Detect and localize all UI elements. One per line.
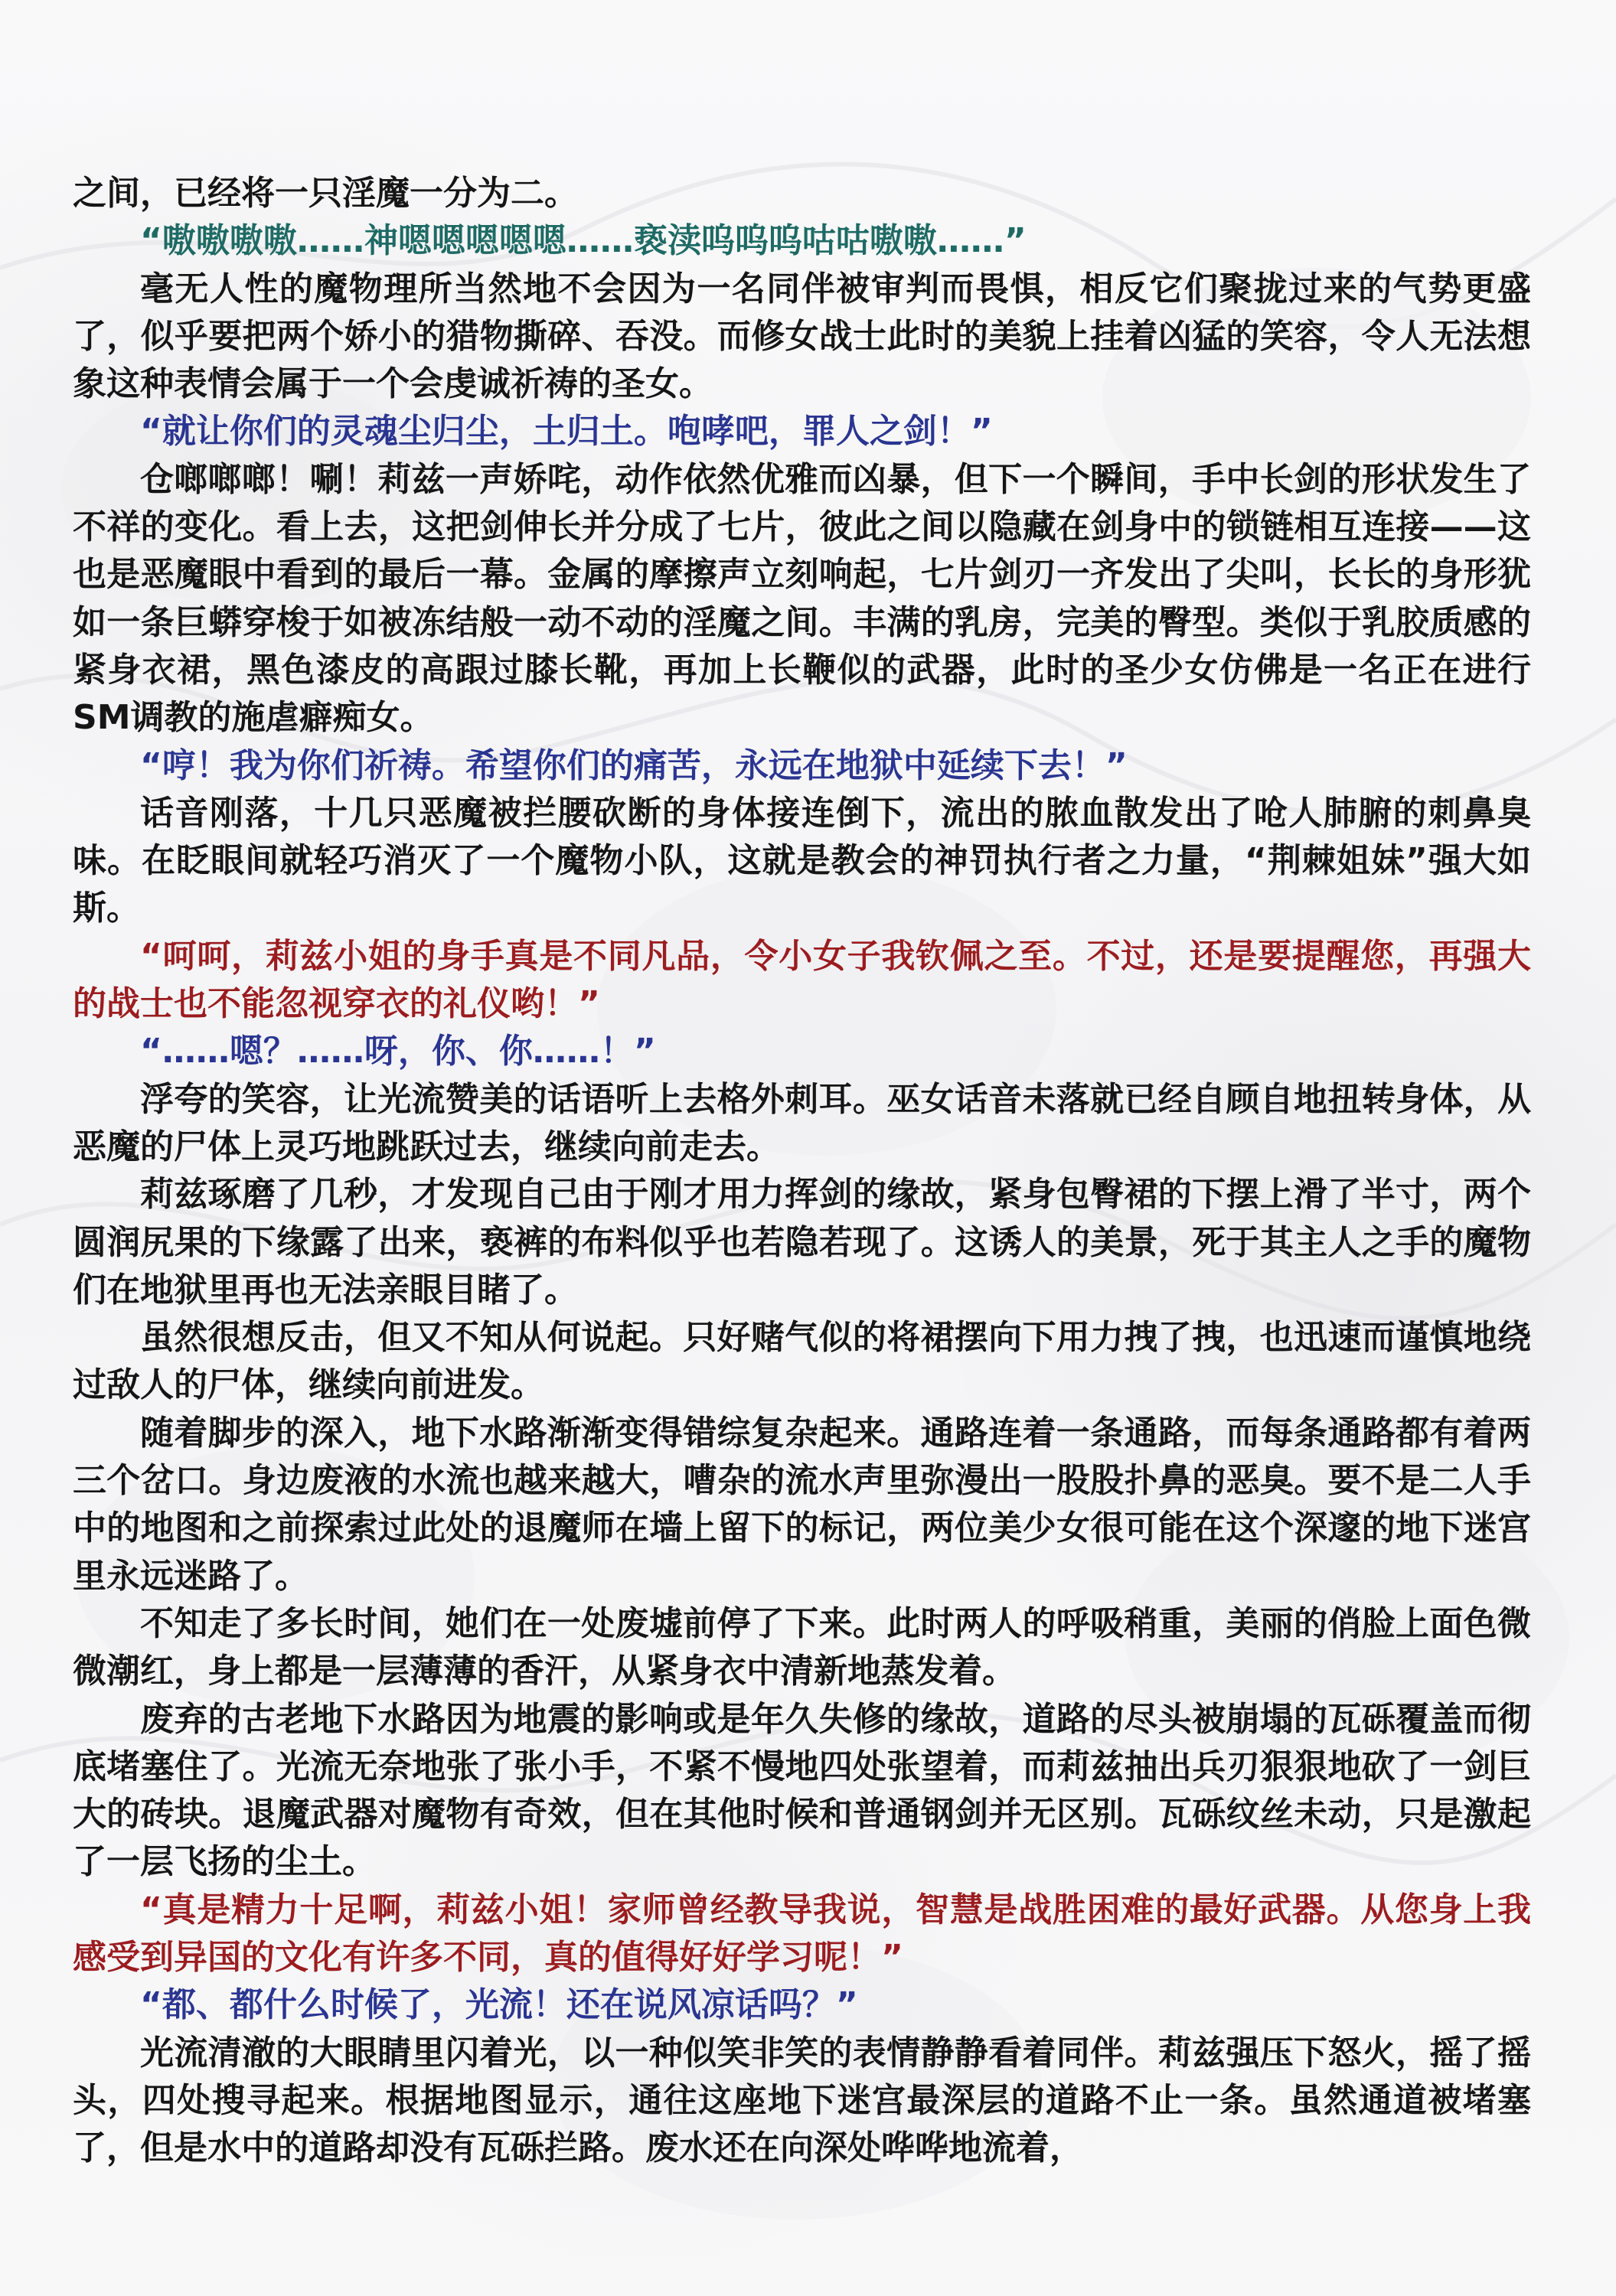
- narrative-paragraph: 随着脚步的深入，地下水路渐渐变得错综复杂起来。通路连着一条通路，而每条通路都有着两三个岔口。身边废液的水流也越来越大，嘈杂的流水声里弥漫出一股股扑鼻的恶臭。要不是二人手中的地图和之前探索过此处的退魔师在墙上留下的标记，两位美少女很可能在这个深邃的地下迷宫里永远迷路了。: [73, 1413, 1531, 1596]
- dialogue-line: “真是精力十足啊，莉兹小姐！家师曾经教导我说，智慧是战胜困难的最好武器。从您身上我感受到异国的文化有许多不同，真的值得好好学习呢！”: [73, 1890, 1531, 1977]
- dialogue-line: “都、都什么时候了，光流！还在说风凉话吗？”: [140, 1985, 858, 2025]
- narrative-paragraph: 话音刚落，十几只恶魔被拦腰砍断的身体接连倒下，流出的脓血散发出了呛人肺腑的刺鼻臭味。在眨眼间就轻巧消灭了一个魔物小队，这就是教会的神罚执行者之力量，“荆棘姐妹”强大如斯。: [73, 793, 1531, 928]
- narrative-paragraph: 虽然很想反击，但又不知从何说起。只好赌气似的将裙摆向下用力拽了拽，也迅速而谨慎地绕过敌人的尸体，继续向前进发。: [73, 1318, 1531, 1405]
- narrative-paragraph: 毫无人性的魔物理所当然地不会因为一名同伴被审判而畏惧，相反它们聚拢过来的气势更盛了，似乎要把两个娇小的猎物撕碎、吞没。而修女战士此时的美貌上挂着凶猛的笑容，令人无法想象这种表情会属于一个会虔诚祈祷的圣女。: [73, 269, 1531, 404]
- dialogue-line: “嗷嗷嗷嗷……神嗯嗯嗯嗯嗯……亵渎呜呜呜咕咕嗷嗷……”: [140, 221, 1027, 261]
- narrative-paragraph: 浮夸的笑容，让光流赞美的话语听上去格外刺耳。巫女话音未落就已经自顾自地扭转身体，从恶魔的尸体上灵巧地跳跃过去，继续向前走去。: [73, 1079, 1531, 1166]
- narrative-paragraph: 光流清澈的大眼睛里闪着光，以一种似笑非笑的表情静静看着同伴。莉兹强压下怒火，摇了摇头，四处搜寻起来。根据地图显示，通往这座地下迷宫最深层的道路不止一条。虽然通道被堵塞了，但是水中的道路却没有瓦砾拦路。废水还在向深处哗哗地流着，: [73, 2033, 1531, 2168]
- dialogue-line: “呵呵，莉兹小姐的身手真是不同凡品，令小女子我钦佩之至。不过，还是要提醒您，再强大的战士也不能忽视穿衣的礼仪哟！”: [73, 936, 1531, 1024]
- dialogue-line: “就让你们的灵魂尘归尘，土归土。咆哮吧，罪人之剑！”: [140, 412, 993, 452]
- narrative-paragraph: 废弃的古老地下水路因为地震的影响或是年久失修的缘故，道路的尽头被崩塌的瓦砾覆盖而彻底堵塞住了。光流无奈地张了张小手，不紧不慢地四处张望着，而莉兹抽出兵刃狠狠地砍了一剑巨大的砖块。退魔武器对魔物有奇效，但在其他时候和普通钢剑并无区别。瓦砾纹丝未动，只是激起了一层飞扬的尘土。: [73, 1699, 1531, 1882]
- narrative-paragraph: 不知走了多长时间，她们在一处废墟前停了下来。此时两人的呼吸稍重，美丽的俏脸上面色微微潮红，身上都是一层薄薄的香汗，从紧身衣中清新地蒸发着。: [73, 1603, 1531, 1691]
- dialogue-line: “……嗯？……呀，你、你……！”: [140, 1032, 656, 1071]
- narrative-paragraph: 莉兹琢磨了几秒，才发现自己由于刚才用力挥剑的缘故，紧身包臀裙的下摆上滑了半寸，两个圆润尻果的下缘露了出来，亵裤的布料似乎也若隐若现了。这诱人的美景，死于其主人之手的魔物们在地狱里再也无法亲眼目睹了。: [73, 1175, 1531, 1309]
- article-body: [73, 170, 1531, 2172]
- narrative-paragraph: 仓啷啷啷！唰！莉兹一声娇咤，动作依然优雅而凶暴，但下一个瞬间，手中长剑的形状发生了不祥的变化。看上去，这把剑伸长并分成了七片，彼此之间以隐藏在剑身中的锁链相互连接——这也是恶魔眼中看到的最后一幕。金属的摩擦声立刻响起，七片剑刃一齐发出了尖叫，长长的身形犹如一条巨蟒穿梭于如被冻结般一动不动的淫魔之间。丰满的乳房，完美的臀型。类似于乳胶质感的紧身衣裙，黑色漆皮的高跟过膝长靴，再加上长鞭似的武器，此时的圣少女仿佛是一名正在进行SM调教的施虐癖痴女。: [73, 459, 1531, 738]
- dialogue-line: “哼！我为你们祈祷。希望你们的痛苦，永远在地狱中延续下去！”: [140, 745, 1128, 785]
- narrative-paragraph: 之间，已经将一只淫魔一分为二。: [73, 174, 578, 213]
